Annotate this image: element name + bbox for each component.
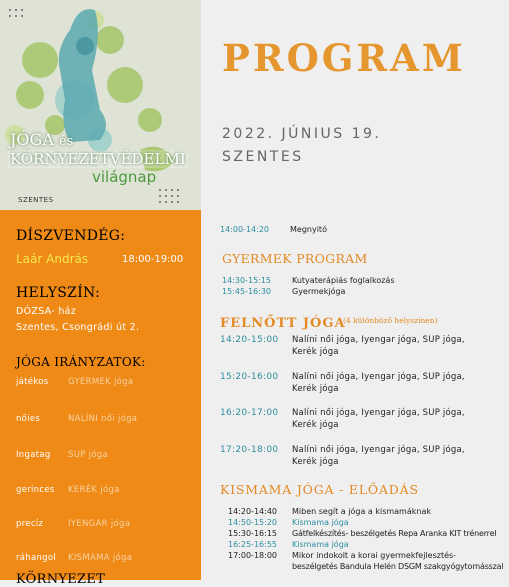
adult-desc — [292, 408, 465, 431]
opening-label: Megnyitó — [290, 225, 327, 234]
children-label: Gyermekjóga — [292, 287, 346, 296]
style-trait: játékos — [16, 377, 49, 387]
style-trait: nőies — [16, 414, 41, 424]
maternity-label: Mikor indokolt a korai gyermekfejlesztés- — [292, 551, 457, 560]
guest-name: Laár András — [16, 252, 89, 266]
adult-desc-line1: Nalíni női jóga, Iyengar jóga, SUP jóga, — [292, 372, 465, 382]
hero-title-line3: világnap — [92, 168, 157, 186]
guest-heading: DÍSZVENDÉG: — [16, 228, 126, 244]
venue-line2: Szentes, Csongrádi út 2. — [16, 322, 140, 333]
adult-desc — [292, 335, 465, 358]
children-time: 15:45-16:30 — [222, 287, 271, 296]
maternity-time: 15:30-16:15 — [228, 529, 277, 538]
style-name: IYENGAR jóga — [68, 519, 131, 529]
style-trait: precíz — [16, 519, 44, 529]
children-heading: GYERMEK PROGRAM — [222, 251, 368, 266]
style-name: GYERMEK jóga — [68, 377, 134, 387]
adult-time: 14:20-15:00 — [220, 335, 279, 345]
hero-title-line1: JÓGA és — [10, 130, 74, 149]
adult-desc-line2: Kerék jóga — [292, 383, 339, 394]
style-trait: gerinces — [16, 485, 55, 495]
page-title: PROGRAM — [222, 36, 466, 80]
adult-desc-line1: Nalíni női jóga, Iyengar jóga, SUP jóga, — [292, 335, 465, 345]
maternity-time: 17:00-18:00 — [228, 551, 277, 560]
adult-desc — [292, 445, 465, 468]
styles-heading: JÓGA IRÁNYZATOK: — [16, 355, 146, 369]
adult-desc-line2: Kerék jóga — [292, 346, 339, 357]
adult-time: 16:20-17:00 — [220, 408, 279, 418]
maternity-time: 14:50-15:20 — [228, 518, 277, 527]
hero-image — [0, 0, 201, 210]
style-name: KERÉK jóga — [68, 485, 120, 495]
bottom-heading: KÖRNYEZET — [16, 572, 106, 587]
adult-heading: FELNŐTT JÓGA — [220, 316, 346, 331]
style-name: KISMAMA jóga — [68, 553, 133, 563]
adult-desc — [292, 372, 465, 395]
adult-note: (4 különböző helyszínen) — [343, 316, 438, 325]
maternity-heading: KISMAMA JÓGA - ELŐADÁS — [220, 482, 419, 497]
adult-time: 17:20-18:00 — [220, 445, 279, 455]
style-trait: ráhangol — [16, 553, 57, 563]
maternity-label: Kismama jóga — [292, 518, 349, 527]
adult-time: 15:20-16:00 — [220, 372, 279, 382]
hero-title-line2: KÖRNYEZETVÉDELMI — [10, 150, 186, 168]
maternity-label-continued: beszélgetés Bandula Helén DSGM szakgyógytornásszal — [292, 562, 504, 571]
venue-line1: DÓZSA- ház — [16, 306, 77, 317]
maternity-label: Kismama jóga — [292, 540, 349, 549]
guest-time: 18:00-19:00 — [122, 254, 184, 265]
venue-heading: HELYSZÍN: — [16, 285, 101, 301]
hero-city: SZENTES — [18, 196, 54, 204]
adult-desc-line2: Kerék jóga — [292, 456, 339, 467]
style-name: SUP jóga — [68, 450, 109, 460]
adult-desc-line2: Kerék jóga — [292, 419, 339, 430]
style-name: NALÍNI női jóga — [68, 414, 138, 424]
adult-desc-line1: Nalíni női jóga, Iyengar jóga, SUP jóga, — [292, 408, 465, 418]
maternity-time: 14:20-14:40 — [228, 507, 277, 516]
maternity-label: Miben segít a jóga a kismamáknak — [292, 507, 431, 516]
maternity-label: Gátfelkészítés- beszélgetés Repa Aranka KIT trénerrel — [292, 529, 497, 538]
event-city: SZENTES — [222, 149, 304, 165]
style-trait: Ingatag — [16, 450, 51, 460]
opening-time: 14:00-14:20 — [220, 225, 269, 234]
maternity-time: 16:25-16:55 — [228, 540, 277, 549]
event-date: 2022. JÚNIUS 19. — [222, 126, 382, 142]
children-time: 14:30-15:15 — [222, 276, 271, 285]
left-info-panel — [0, 210, 201, 587]
adult-desc-line1: Nalíni női jóga, Iyengar jóga, SUP jóga, — [292, 445, 465, 455]
children-label: Kutyaterápiás foglalkozás — [292, 276, 395, 285]
